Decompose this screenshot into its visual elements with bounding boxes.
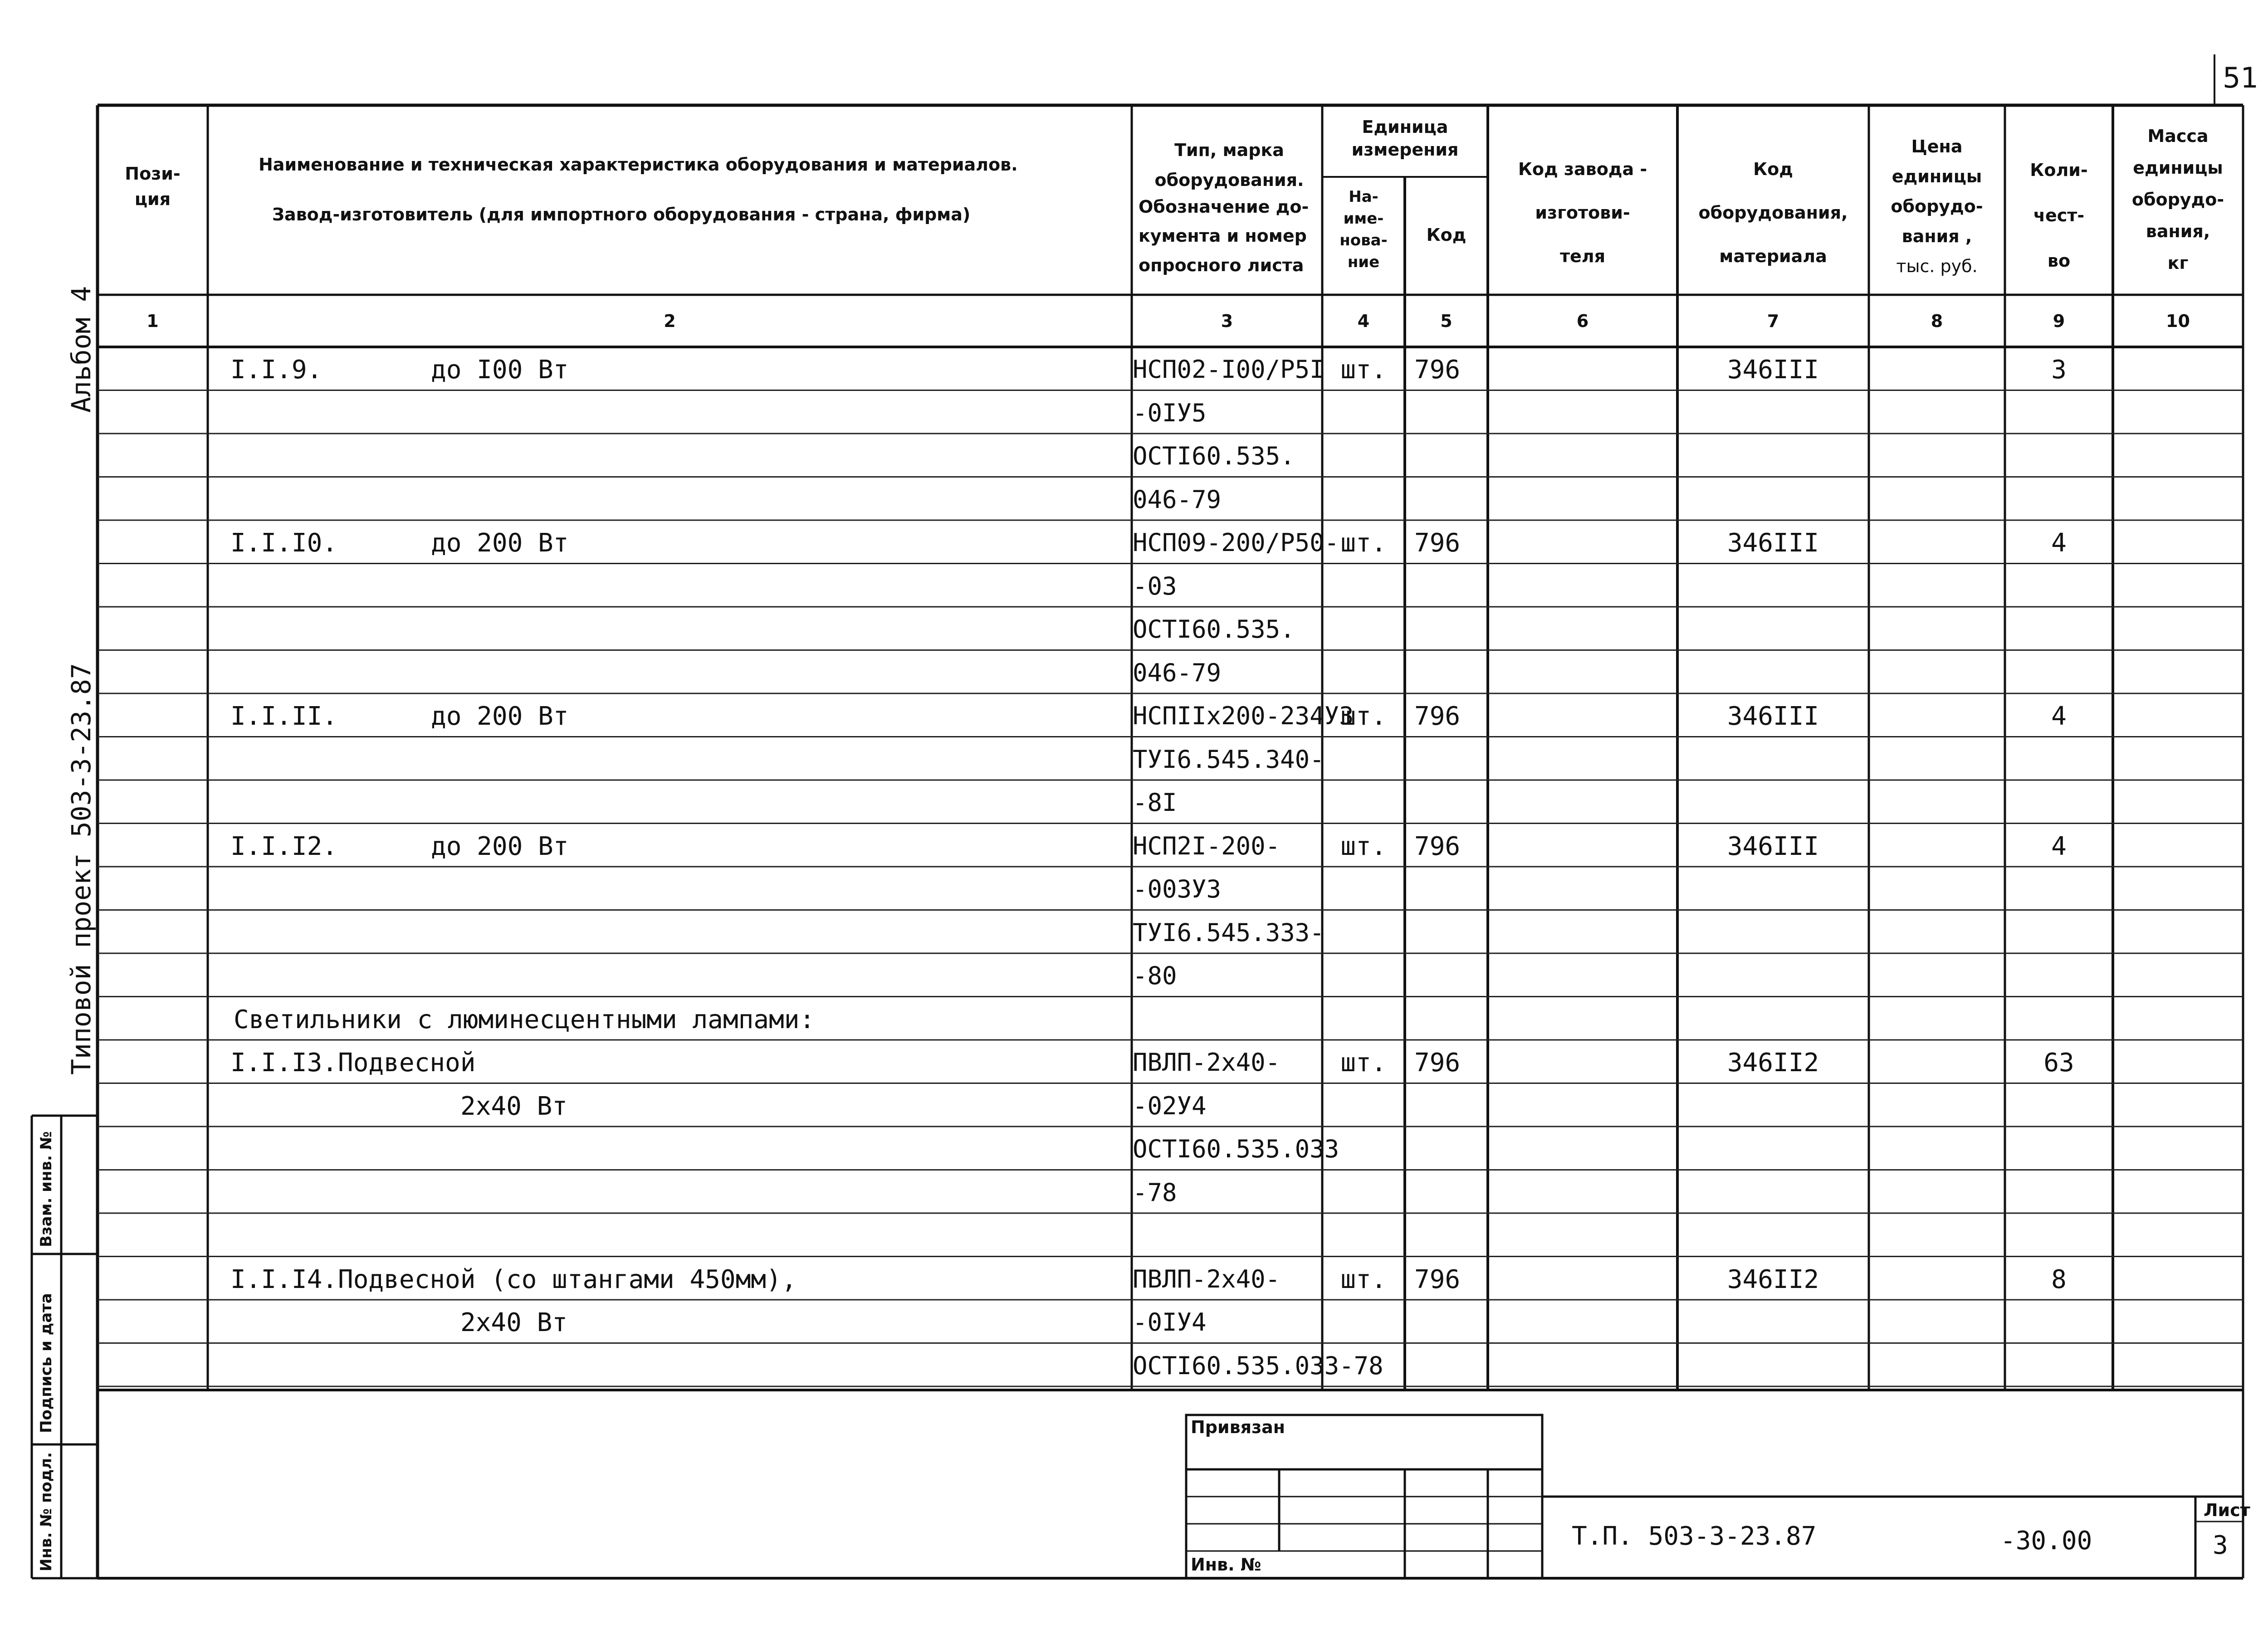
cell-type-mark: НСПIIх200-234У3	[1133, 702, 1354, 730]
cell-equipment-code: 346III	[1727, 702, 1819, 731]
cell-position: I.I.I0.	[230, 528, 338, 558]
header-col4: На- име- нова- ние	[1339, 188, 1388, 271]
cell-unit: шт.	[1340, 831, 1387, 861]
col-number-6: 6	[1576, 311, 1589, 331]
side-label-podpis: Подпись и дата	[37, 1293, 55, 1433]
col-number-7: 7	[1767, 311, 1779, 331]
cell-type-mark: ОСТI60.535.	[1133, 442, 1295, 470]
cell-type-mark: НСП02-I00/Р5I	[1133, 355, 1325, 384]
stamp-code: -30.00	[2000, 1526, 2092, 1556]
cell-quantity: 4	[2051, 831, 2067, 861]
cell-type-mark: -80	[1133, 961, 1177, 990]
side-label-inv-podl: Инв. № подл.	[37, 1452, 55, 1571]
side-label-project: Типовой проект 503-3-23.87	[66, 663, 97, 1075]
cell-name: до I00 Вт	[431, 355, 569, 385]
cell-unit-code: 796	[1414, 1264, 1461, 1294]
cell-unit: шт.	[1340, 1048, 1387, 1078]
cell-name: Подвесной	[338, 1048, 476, 1078]
cell-quantity: 8	[2051, 1264, 2067, 1294]
cell-position: I.I.I4.	[230, 1264, 338, 1294]
cell-position: I.I.II.	[230, 702, 338, 731]
cell-equipment-code: 346III	[1727, 355, 1819, 385]
cell-unit: шт.	[1340, 528, 1387, 558]
cell-type-mark: ПВЛП-2х40-	[1133, 1048, 1281, 1077]
cell-unit-code: 796	[1414, 528, 1461, 558]
header-col5: Код	[1426, 225, 1466, 245]
col-number-3: 3	[1221, 311, 1233, 331]
cell-unit-code: 796	[1414, 355, 1461, 385]
cell-equipment-code: 346II2	[1727, 1264, 1819, 1294]
cell-unit-code: 796	[1414, 1048, 1461, 1078]
side-label-album: Альбом 4	[66, 286, 97, 413]
cell-unit: шт.	[1340, 1264, 1387, 1294]
cell-equipment-code: 346II2	[1727, 1048, 1819, 1078]
cell-type-mark: -03	[1133, 571, 1177, 600]
header-col3: Тип, марка оборудования. Обозначение до- кумента и номер опросного листа	[1139, 140, 1309, 275]
cell-quantity: 3	[2051, 355, 2067, 385]
stamp-list-label: Лист	[2204, 1500, 2250, 1520]
col-number-9: 9	[2053, 311, 2065, 331]
cell-type-mark: -0IУ5	[1133, 398, 1207, 427]
cell-name: до 200 Вт	[431, 702, 569, 731]
cell-unit-code: 796	[1414, 702, 1461, 731]
cell-position: I.I.I2.	[230, 831, 338, 861]
cell-name-line2: 2х40 Вт	[460, 1091, 568, 1121]
cell-position: I.I.I3.	[230, 1048, 338, 1078]
header-col7: Код оборудования, материала	[1698, 159, 1848, 266]
cell-unit: шт.	[1340, 355, 1387, 385]
cell-equipment-code: 346III	[1727, 528, 1819, 558]
cell-equipment-code: 346III	[1727, 831, 1819, 861]
cell-name: до 200 Вт	[431, 831, 569, 861]
cell-type-mark: 046-79	[1133, 658, 1222, 687]
cell-type-mark: -0IУ4	[1133, 1308, 1207, 1336]
header-col10: Масса единицы оборудо- вания, кг	[2131, 126, 2224, 273]
stamp-privyazan: Привязан	[1191, 1417, 1286, 1437]
cell-quantity: 63	[2043, 1048, 2074, 1078]
sheet-mark: 51	[2223, 61, 2258, 94]
cell-name-line2: 2х40 Вт	[460, 1308, 568, 1337]
cell-type-mark: ТУI6.545.333-	[1133, 918, 1325, 947]
cell-type-mark: 046-79	[1133, 485, 1222, 514]
stamp-inv-no: Инв. №	[1191, 1555, 1261, 1575]
header-col2-line2: Завод-изготовитель (для импортного оборудования - страна, фирма)	[272, 205, 971, 224]
header-col1: Пози- ция	[125, 164, 181, 209]
cell-type-mark: -003У3	[1133, 875, 1222, 903]
cell-type-mark: ТУI6.545.340-	[1133, 745, 1325, 774]
stamp-list-number: 3	[2213, 1531, 2228, 1560]
cell-type-mark: ОСТI60.535.033	[1133, 1135, 1339, 1163]
cell-name: до 200 Вт	[431, 528, 569, 558]
cell-unit: шт.	[1340, 702, 1387, 731]
cell-quantity: 4	[2051, 702, 2067, 731]
side-label-vzam: Взам. инв. №	[37, 1131, 55, 1247]
cell-type-mark: ПВЛП-2х40-	[1133, 1264, 1281, 1293]
col-number-5: 5	[1440, 311, 1452, 331]
cell-type-mark: ОСТI60.535.	[1133, 615, 1295, 644]
col-number-1: 1	[147, 311, 159, 331]
cell-type-mark: НСП2I-200-	[1133, 831, 1281, 860]
col-number-4: 4	[1357, 311, 1370, 331]
col-number-8: 8	[1931, 311, 1943, 331]
cell-type-mark: НСП09-200/Р50-	[1133, 528, 1339, 557]
col-number-2: 2	[664, 311, 676, 331]
cell-type-mark: -78	[1133, 1178, 1177, 1207]
cell-type-mark: ОСТI60.535.033-78	[1133, 1351, 1383, 1380]
cell-name: Подвесной (со штангами 450мм),	[338, 1264, 797, 1294]
header-col2-line1: Наименование и техническая характеристика оборудования и материалов.	[259, 155, 1018, 175]
col-number-10: 10	[2166, 311, 2190, 331]
cell-unit-code: 796	[1414, 831, 1461, 861]
cell-type-mark: -8I	[1133, 788, 1177, 817]
header-unit-group: Единица измерения	[1351, 117, 1459, 160]
header-col6: Код завода - изготови- теля	[1518, 159, 1647, 266]
header-col8: Цена единицы оборудо- вания , тыс. руб.	[1891, 137, 1983, 276]
cell-quantity: 4	[2051, 528, 2067, 558]
stamp-designation: Т.П. 503-3-23.87	[1572, 1522, 1817, 1551]
cell-section-title: Светильники с люминесцентными лампами:	[234, 1005, 815, 1034]
cell-position: I.I.9.	[230, 355, 323, 385]
cell-type-mark: -02У4	[1133, 1091, 1207, 1120]
header-col9: Коли- чест- во	[2030, 160, 2088, 271]
